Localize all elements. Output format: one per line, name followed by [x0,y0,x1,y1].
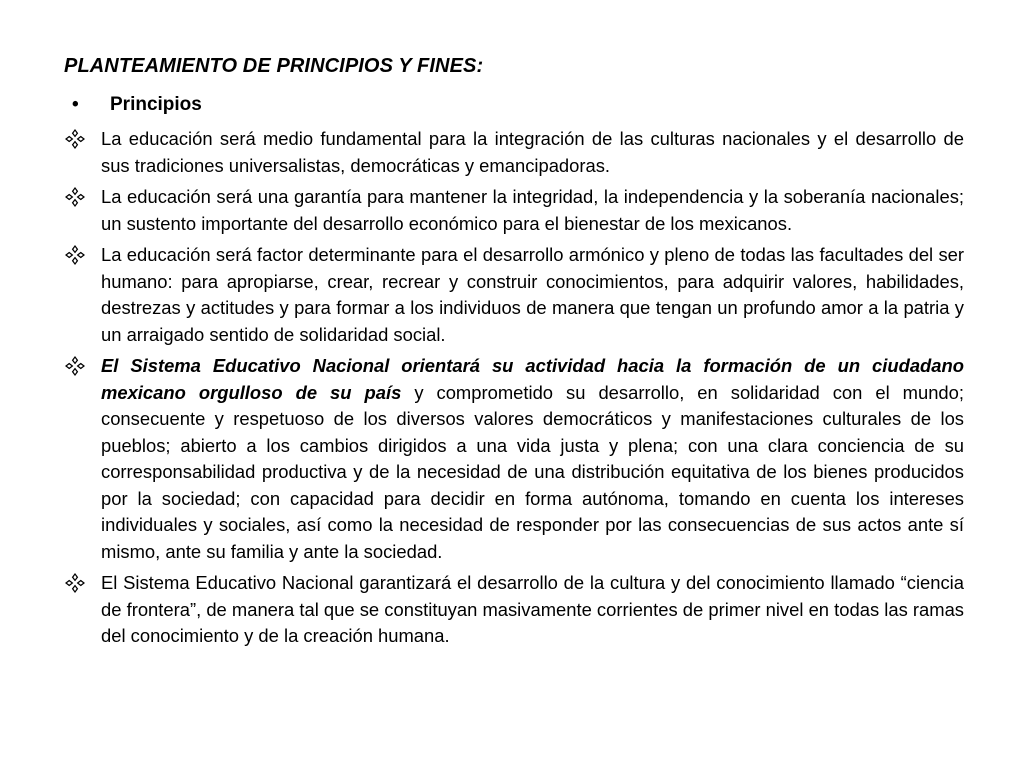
list-item [64,184,964,237]
list-item-text: La educación será medio fundamental para la integración de las culturas nacionales y el desarrollo de sus tradiciones universalistas, democráticas y emancipadoras. [101,128,964,176]
list-item [64,126,964,179]
list-item-text: El Sistema Educativo Nacional garantizará el desarrollo de la cultura y del conocimiento llamado “ciencia de frontera”, de manera tal que se constituyan masivamente corrientes de primer nivel en todas las ramas del conocimiento y de la creación humana. [101,572,964,646]
list-item [64,570,964,650]
diamond-quad-icon [64,355,86,377]
list-item-text: La educación será factor determinante para el desarrollo armónico y pleno de todas las facultades del ser humano: para apropiarse, crear, recrear y construir conocimientos, para adquirir valores, habilidades, destrezas y actitudes y para formar a los individuos de manera que tengan un profundo amor a la patria y un arraigado sentido de solidaridad social. [101,244,964,345]
round-bullet-icon: • [72,94,79,115]
diamond-quad-icon [64,128,86,150]
list-item [64,242,964,348]
principles-list [64,126,964,655]
list-item-text: La educación será una garantía para mantener la integridad, la independencia y la soberanía nacionales; un sustento importante del desarrollo económico para el bienestar de los mexicanos. [101,186,964,234]
list-item [64,353,964,565]
diamond-quad-icon [64,186,86,208]
subheading [72,94,202,116]
diamond-quad-icon [64,572,86,594]
page-title: PLANTEAMIENTO DE PRINCIPIOS Y FINES: [64,55,484,77]
diamond-quad-icon [64,244,86,266]
subheading-label: Principios [110,94,202,115]
list-item-text: El Sistema Educativo Nacional orientará su actividad hacia la formación de un ciudadano mexicano orgulloso de su país y comprometido su desarrollo, en solidaridad con el mundo; consecuente y respetuoso de los diversos valores democráticos y manifestaciones culturales de los pueblos; abierto a los cambios dirigidos a una vida justa y plena; con una clara conciencia de su corresponsabilidad productiva y de la necesidad de una distribución equitativa de los bienes producidos por la sociedad; con capacidad para decidir en forma autónoma, tomando en cuenta los intereses individuales y sociales, así como la necesidad de responder por las consecuencias de sus actos ante sí mismo, ante su familia y ante la sociedad. [101,355,964,562]
